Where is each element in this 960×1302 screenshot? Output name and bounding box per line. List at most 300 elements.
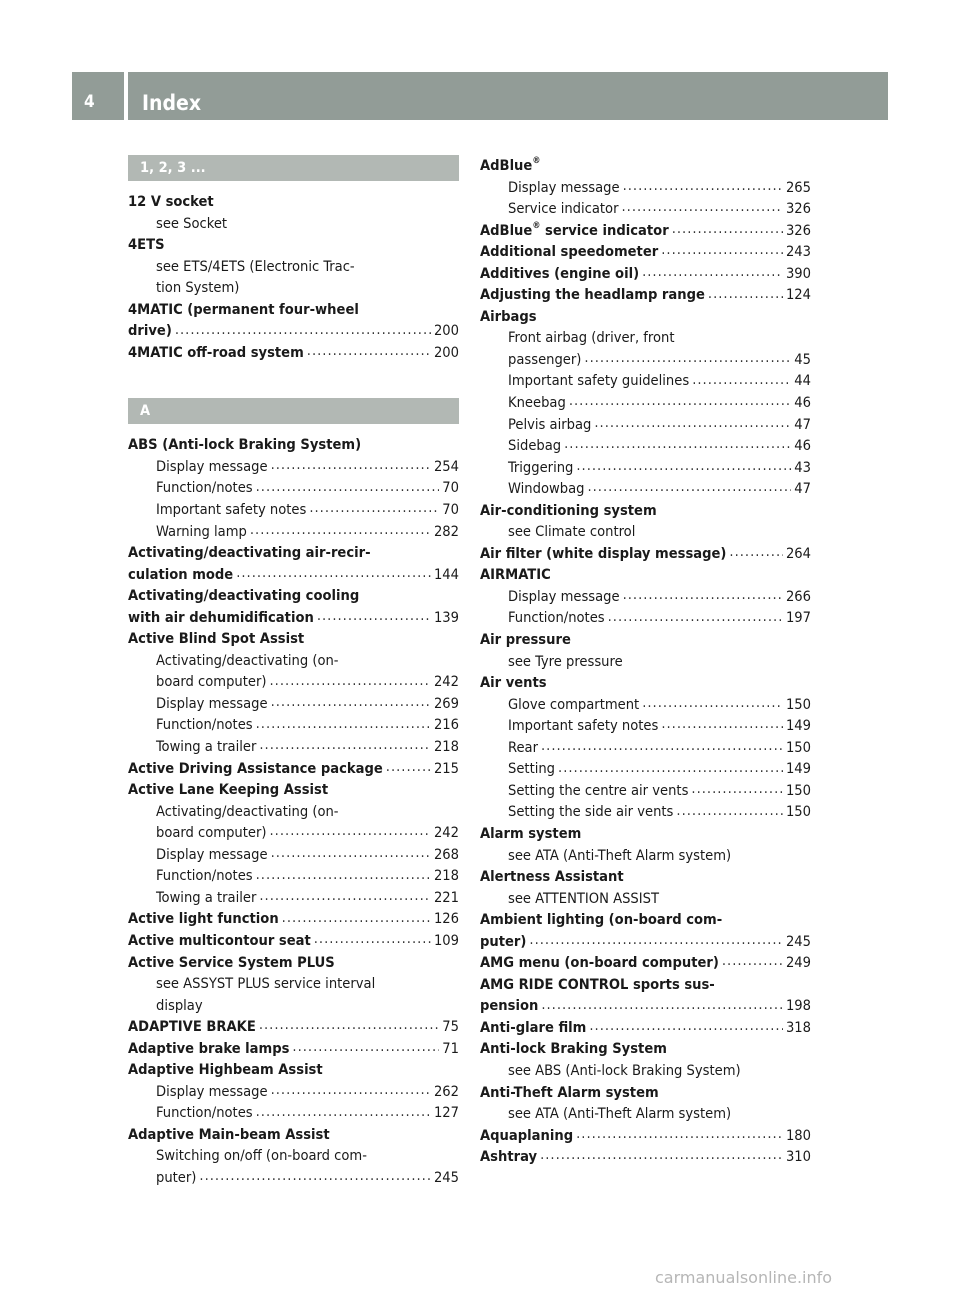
- dot-leader: [314, 930, 431, 945]
- index-subentry: [480, 845, 811, 867]
- page-ref[interactable]: 150: [785, 695, 811, 713]
- page-ref[interactable]: 318: [785, 1018, 811, 1036]
- entry-text: [508, 715, 658, 737]
- index-subentry: [480, 1060, 811, 1082]
- entry-text: [508, 478, 584, 500]
- entry-text: [480, 284, 705, 306]
- page-ref[interactable]: 198: [785, 997, 811, 1015]
- entry-text: [508, 845, 731, 867]
- index-entry[interactable]: [128, 564, 459, 586]
- dot-leader: [250, 521, 431, 536]
- entry-text: [480, 500, 657, 522]
- page-ref[interactable]: 43: [794, 458, 811, 476]
- index-subentry[interactable]: [128, 736, 459, 758]
- index-subentry[interactable]: [480, 607, 811, 629]
- dot-leader: [541, 737, 783, 752]
- page-ref[interactable]: 127: [433, 1104, 459, 1122]
- page-ref[interactable]: 262: [433, 1082, 459, 1100]
- index-subentry[interactable]: [128, 887, 459, 909]
- page-ref[interactable]: 200: [433, 343, 459, 361]
- entry-label: Kneebag: [508, 394, 566, 412]
- entry-label: Display message: [156, 1082, 268, 1100]
- entry-label: Air filter (white display message): [480, 544, 727, 562]
- entry-label: Activating/deactivating cooling: [128, 587, 360, 605]
- page-ref[interactable]: 266: [785, 587, 811, 605]
- index-entry: [128, 779, 459, 801]
- index-subentry[interactable]: [128, 714, 459, 736]
- index-subentry[interactable]: [480, 715, 811, 737]
- entry-label: Active Driving Assistance package: [128, 759, 383, 777]
- index-entry[interactable]: [128, 758, 459, 780]
- entry-label: board computer): [156, 673, 267, 691]
- index-subentry[interactable]: [480, 758, 811, 780]
- index-subentry: [480, 888, 811, 910]
- dot-leader: [282, 909, 431, 924]
- index-subentry[interactable]: [128, 693, 459, 715]
- entry-text: [508, 607, 605, 629]
- index-subentry[interactable]: [128, 456, 459, 478]
- entry-label: Windowbag: [508, 480, 585, 498]
- entry-text: [156, 277, 239, 299]
- entry-label: Additives (engine oil): [480, 264, 640, 282]
- entry-text: [480, 995, 538, 1017]
- index-subentry: [480, 327, 811, 349]
- index-entry[interactable]: [128, 1016, 459, 1038]
- index-subentry[interactable]: [128, 1102, 459, 1124]
- index-entry: [480, 500, 811, 522]
- entry-label: Important safety guidelines: [508, 372, 690, 390]
- entry-label: Activating/deactivating air-recir-: [128, 544, 371, 562]
- entry-label: Alarm system: [480, 824, 582, 842]
- page-ref[interactable]: 221: [433, 888, 459, 906]
- entry-text: [480, 866, 624, 888]
- watermark: carmanualsonline.info: [655, 1268, 833, 1287]
- entry-text: [156, 671, 267, 693]
- index-entry[interactable]: [128, 320, 459, 342]
- entry-text: [128, 299, 359, 321]
- entry-label: pension: [480, 997, 539, 1015]
- index-subentry: [480, 521, 811, 543]
- dot-leader: [259, 1017, 439, 1032]
- entry-label: 4MATIC (permanent four-wheel: [128, 300, 359, 318]
- entry-text: [128, 191, 214, 213]
- entry-label: Setting the centre air vents: [508, 781, 689, 799]
- page-ref[interactable]: 150: [785, 803, 811, 821]
- entry-label: Airbags: [480, 307, 537, 325]
- index-subentry: [128, 213, 459, 235]
- entry-text: [508, 780, 688, 802]
- dot-leader: [270, 672, 431, 687]
- page-ref[interactable]: 124: [785, 286, 811, 304]
- entry-text: [508, 435, 561, 457]
- index-entry[interactable]: [128, 607, 459, 629]
- entry-label: AMG menu (on-board computer): [480, 954, 719, 972]
- entry-label: see ABS (Anti-lock Braking System): [508, 1061, 741, 1079]
- dot-leader: [608, 608, 783, 623]
- index-entry[interactable]: [480, 543, 811, 565]
- entry-label: ABS (Anti-lock Braking System): [128, 436, 362, 454]
- entry-label: Display message: [156, 845, 268, 863]
- index-entry: [128, 1124, 459, 1146]
- page-ref[interactable]: 70: [442, 479, 459, 497]
- entry-label: Anti-glare film: [480, 1018, 587, 1036]
- page-ref[interactable]: 71: [442, 1039, 459, 1057]
- entry-text: [480, 263, 639, 285]
- index-entry: [480, 629, 811, 651]
- dot-leader: [259, 887, 431, 902]
- index-entry[interactable]: [480, 931, 811, 953]
- page-header: [72, 72, 888, 120]
- page-ref[interactable]: 242: [433, 673, 459, 691]
- page-ref[interactable]: 218: [433, 738, 459, 756]
- entry-label: Pelvis airbag: [508, 415, 592, 433]
- entry-label: Function/notes: [508, 609, 605, 627]
- dot-leader: [256, 866, 431, 881]
- registered-mark: ®: [532, 220, 541, 231]
- entry-label: Anti-lock Braking System: [480, 1040, 667, 1058]
- entry-label: Sidebag: [508, 437, 562, 455]
- index-subentry[interactable]: [128, 477, 459, 499]
- entry-label: Activating/deactivating (on-: [156, 651, 339, 669]
- entry-text: [508, 198, 619, 220]
- entry-text: [128, 342, 304, 364]
- entry-label: Setting: [508, 760, 556, 778]
- entry-text: [128, 1059, 323, 1081]
- entry-label: Display message: [508, 587, 620, 605]
- entry-label: Important safety notes: [156, 501, 307, 519]
- index-entry: [480, 866, 811, 888]
- dot-leader: [271, 844, 431, 859]
- entry-label: Ashtray: [480, 1148, 538, 1166]
- index-subentry[interactable]: [128, 1167, 459, 1189]
- page-ref[interactable]: 242: [433, 824, 459, 842]
- dot-leader: [540, 1147, 783, 1162]
- index-entry: [128, 952, 459, 974]
- entry-label: Air pressure: [480, 631, 571, 649]
- index-subentry: [128, 277, 459, 299]
- index-subentry: [128, 1145, 459, 1167]
- index-subentry[interactable]: [480, 801, 811, 823]
- index-entry: [128, 299, 459, 321]
- entry-label: AIRMATIC: [480, 566, 551, 584]
- page-ref[interactable]: 150: [785, 781, 811, 799]
- index-entry[interactable]: [480, 952, 811, 974]
- entry-label: see Climate control: [508, 523, 636, 541]
- entry-text: [156, 477, 253, 499]
- entry-text: [128, 952, 335, 974]
- page-ref[interactable]: 149: [785, 717, 811, 735]
- index-entry: [480, 1082, 811, 1104]
- index-entry[interactable]: [128, 908, 459, 930]
- page-ref[interactable]: 109: [433, 931, 459, 949]
- index-subentry[interactable]: [480, 457, 811, 479]
- index-subentry[interactable]: [480, 349, 811, 371]
- entry-text: [480, 1017, 586, 1039]
- dot-leader: [691, 780, 783, 795]
- index-subentry[interactable]: [480, 370, 811, 392]
- dot-leader: [256, 715, 431, 730]
- entry-label: Warning lamp: [156, 522, 247, 540]
- entry-text: [156, 995, 203, 1017]
- page-ref[interactable]: 218: [433, 867, 459, 885]
- entry-text: [128, 908, 279, 930]
- entry-label: Aquaplaning: [480, 1126, 574, 1144]
- index-entry: [128, 434, 459, 456]
- index-entry[interactable]: [480, 220, 811, 242]
- index-entry: [128, 234, 459, 256]
- entry-label: Air vents: [480, 674, 547, 692]
- entry-label: board computer): [156, 824, 267, 842]
- entry-label: Function/notes: [156, 867, 253, 885]
- entry-label: AMG RIDE CONTROL sports sus-: [480, 975, 715, 993]
- page-ref[interactable]: 326: [785, 200, 811, 218]
- dot-leader: [175, 321, 431, 336]
- index-entry: [480, 564, 811, 586]
- entry-text: [508, 737, 538, 759]
- page-ref[interactable]: 390: [785, 264, 811, 282]
- entry-text: [508, 651, 623, 673]
- page-ref[interactable]: 216: [433, 716, 459, 734]
- page-ref[interactable]: 149: [785, 760, 811, 778]
- entry-label-continued: service indicator: [540, 221, 669, 239]
- index-subentry[interactable]: [480, 177, 811, 199]
- entry-label: Service indicator: [508, 200, 619, 218]
- page-number: 4: [84, 92, 95, 112]
- index-entry: [128, 191, 459, 213]
- entry-label: ADAPTIVE BRAKE: [128, 1018, 256, 1036]
- dot-leader: [558, 759, 783, 774]
- index-entry[interactable]: [128, 342, 459, 364]
- index-subentry[interactable]: [128, 521, 459, 543]
- dot-leader: [576, 1125, 783, 1140]
- page-ref[interactable]: 47: [794, 480, 811, 498]
- index-subentry[interactable]: [480, 414, 811, 436]
- index-entry: [128, 542, 459, 564]
- dot-leader: [271, 693, 431, 708]
- entry-label: Ambient lighting (on-board com-: [480, 911, 723, 929]
- entry-label: Front airbag (driver, front: [508, 329, 675, 347]
- page-ref[interactable]: 254: [433, 457, 459, 475]
- page-ref[interactable]: 44: [794, 372, 811, 390]
- index-subentry[interactable]: [480, 478, 811, 500]
- index-subentry[interactable]: [480, 780, 811, 802]
- entry-label: Triggering: [508, 458, 574, 476]
- page-ref[interactable]: 45: [794, 350, 811, 368]
- entry-text: [508, 888, 659, 910]
- page-ref[interactable]: 46: [794, 394, 811, 412]
- index-entry[interactable]: [128, 1038, 459, 1060]
- index-subentry[interactable]: [480, 737, 811, 759]
- entry-label: Function/notes: [156, 479, 253, 497]
- entry-label: see ATTENTION ASSIST: [508, 889, 659, 907]
- dot-leader: [576, 457, 791, 472]
- entry-label: Display message: [156, 457, 268, 475]
- index-entry[interactable]: [480, 284, 811, 306]
- entry-label: Glove compartment: [508, 695, 640, 713]
- dot-leader: [672, 220, 783, 235]
- entry-label: puter): [480, 932, 527, 950]
- index-entry[interactable]: [480, 263, 811, 285]
- page-ref[interactable]: 310: [785, 1148, 811, 1166]
- dot-leader: [309, 499, 439, 514]
- entry-label: Display message: [156, 694, 268, 712]
- index-entry: [480, 1038, 811, 1060]
- entry-label: Active Service System PLUS: [128, 953, 335, 971]
- index-subentry[interactable]: [480, 198, 811, 220]
- entry-text: [156, 844, 268, 866]
- dot-leader: [270, 823, 431, 838]
- entry-label: Active Lane Keeping Assist: [128, 781, 329, 799]
- dot-leader: [386, 758, 431, 773]
- dot-leader: [589, 1017, 783, 1032]
- page-ref[interactable]: 268: [433, 845, 459, 863]
- page-ref[interactable]: 215: [433, 759, 459, 777]
- entry-text: [480, 1125, 573, 1147]
- entry-text: [508, 694, 639, 716]
- index-entry: [480, 672, 811, 694]
- page-title: Index: [142, 91, 202, 115]
- entry-text: [128, 1016, 256, 1038]
- entry-label: see Socket: [156, 214, 228, 232]
- entry-label: Function/notes: [156, 1104, 253, 1122]
- entry-label: Adjusting the headlamp range: [480, 286, 705, 304]
- entry-label: Additional speedometer: [480, 243, 659, 261]
- index-entry[interactable]: [480, 995, 811, 1017]
- page-ref[interactable]: 126: [433, 910, 459, 928]
- entry-text: [480, 155, 540, 177]
- index-subentry[interactable]: [480, 392, 811, 414]
- entry-text: [480, 1038, 667, 1060]
- entry-text: [508, 801, 673, 823]
- entry-text: [508, 586, 620, 608]
- entry-label: 12 V socket: [128, 193, 214, 210]
- page-ref[interactable]: 326: [785, 221, 811, 239]
- entry-label: tion System): [156, 279, 240, 297]
- entry-label: see ASSYST PLUS service interval: [156, 975, 376, 993]
- index-subentry[interactable]: [480, 435, 811, 457]
- index-column-right: [480, 155, 811, 1168]
- entry-label: puter): [156, 1168, 197, 1186]
- entry-text: [156, 736, 256, 758]
- page-ref[interactable]: 269: [433, 694, 459, 712]
- entry-text: [480, 952, 719, 974]
- entry-text: [156, 521, 247, 543]
- index-subentry[interactable]: [128, 865, 459, 887]
- entry-text: [508, 1103, 731, 1125]
- entry-text: [156, 1102, 253, 1124]
- entry-label: Anti-Theft Alarm system: [480, 1083, 659, 1101]
- index-entry[interactable]: [480, 241, 811, 263]
- index-entry: [128, 1059, 459, 1081]
- dot-leader: [564, 436, 791, 451]
- entry-text: [508, 1060, 741, 1082]
- dot-leader: [529, 931, 783, 946]
- entry-text: [480, 306, 537, 328]
- entry-label: drive): [128, 322, 172, 340]
- index-subentry[interactable]: [128, 822, 459, 844]
- entry-label: Important safety notes: [508, 717, 659, 735]
- page-ref[interactable]: 180: [785, 1126, 811, 1144]
- page-ref[interactable]: 245: [433, 1168, 459, 1186]
- dot-leader: [623, 177, 783, 192]
- entry-label: Activating/deactivating (on-: [156, 802, 339, 820]
- page-ref[interactable]: 47: [794, 415, 811, 433]
- index-entry[interactable]: [480, 1017, 811, 1039]
- page-ref[interactable]: 243: [785, 243, 811, 261]
- entry-text: [156, 1081, 268, 1103]
- page-ref[interactable]: 46: [794, 437, 811, 455]
- entry-label: AdBlue: [480, 157, 533, 174]
- page-ref[interactable]: 197: [785, 609, 811, 627]
- entry-label: see ATA (Anti-Theft Alarm system): [508, 1105, 732, 1123]
- dot-leader: [722, 953, 783, 968]
- page-ref[interactable]: 282: [433, 522, 459, 540]
- index-subentry[interactable]: [128, 844, 459, 866]
- entry-label: with air dehumidification: [128, 608, 314, 626]
- dot-leader: [541, 996, 783, 1011]
- index-subentry[interactable]: [128, 671, 459, 693]
- entry-text: [156, 1167, 196, 1189]
- entry-text: [156, 801, 339, 823]
- page-ref[interactable]: 150: [785, 738, 811, 756]
- entry-text: [128, 434, 361, 456]
- header-divider: [124, 72, 128, 120]
- entry-label: Alertness Assistant: [480, 868, 624, 886]
- page-ref[interactable]: 200: [433, 322, 459, 340]
- page-ref[interactable]: 75: [442, 1018, 459, 1036]
- index-subentry[interactable]: [128, 499, 459, 521]
- index-entry[interactable]: [128, 930, 459, 952]
- entry-text: [128, 234, 165, 256]
- dot-leader: [256, 1103, 431, 1118]
- page-ref[interactable]: 264: [785, 544, 811, 562]
- dot-leader: [692, 371, 791, 386]
- entry-label: Adaptive Main-beam Assist: [128, 1125, 330, 1143]
- page-ref[interactable]: 70: [442, 501, 459, 519]
- page-ref[interactable]: 249: [785, 954, 811, 972]
- index-entry: [128, 628, 459, 650]
- entry-text: [480, 672, 547, 694]
- entry-label: see Tyre pressure: [508, 652, 623, 670]
- index-subentry: [128, 801, 459, 823]
- entry-text: [480, 543, 726, 565]
- page-ref[interactable]: 144: [433, 565, 459, 583]
- page-ref[interactable]: 245: [785, 932, 811, 950]
- page-ref[interactable]: 265: [785, 178, 811, 196]
- entry-label: 4ETS: [128, 236, 165, 254]
- entry-text: [128, 779, 328, 801]
- entry-label: 4MATIC off-road system: [128, 343, 304, 361]
- index-subentry: [128, 256, 459, 278]
- dot-leader: [623, 586, 783, 601]
- dot-leader: [729, 543, 783, 558]
- entry-text: [508, 370, 689, 392]
- entry-label: see ATA (Anti-Theft Alarm system): [508, 846, 732, 864]
- entry-text: [480, 1146, 537, 1168]
- index-entry[interactable]: [480, 1146, 811, 1168]
- page-ref[interactable]: 139: [433, 608, 459, 626]
- index-subentry[interactable]: [480, 586, 811, 608]
- dot-leader: [292, 1038, 439, 1053]
- entry-label: Towing a trailer: [156, 738, 257, 756]
- entry-label: Active multicontour seat: [128, 931, 311, 949]
- index-entry[interactable]: [480, 1125, 811, 1147]
- entry-text: [128, 564, 233, 586]
- index-subentry[interactable]: [480, 694, 811, 716]
- dot-leader: [584, 349, 791, 364]
- index-subentry[interactable]: [128, 1081, 459, 1103]
- entry-label: passenger): [508, 350, 582, 368]
